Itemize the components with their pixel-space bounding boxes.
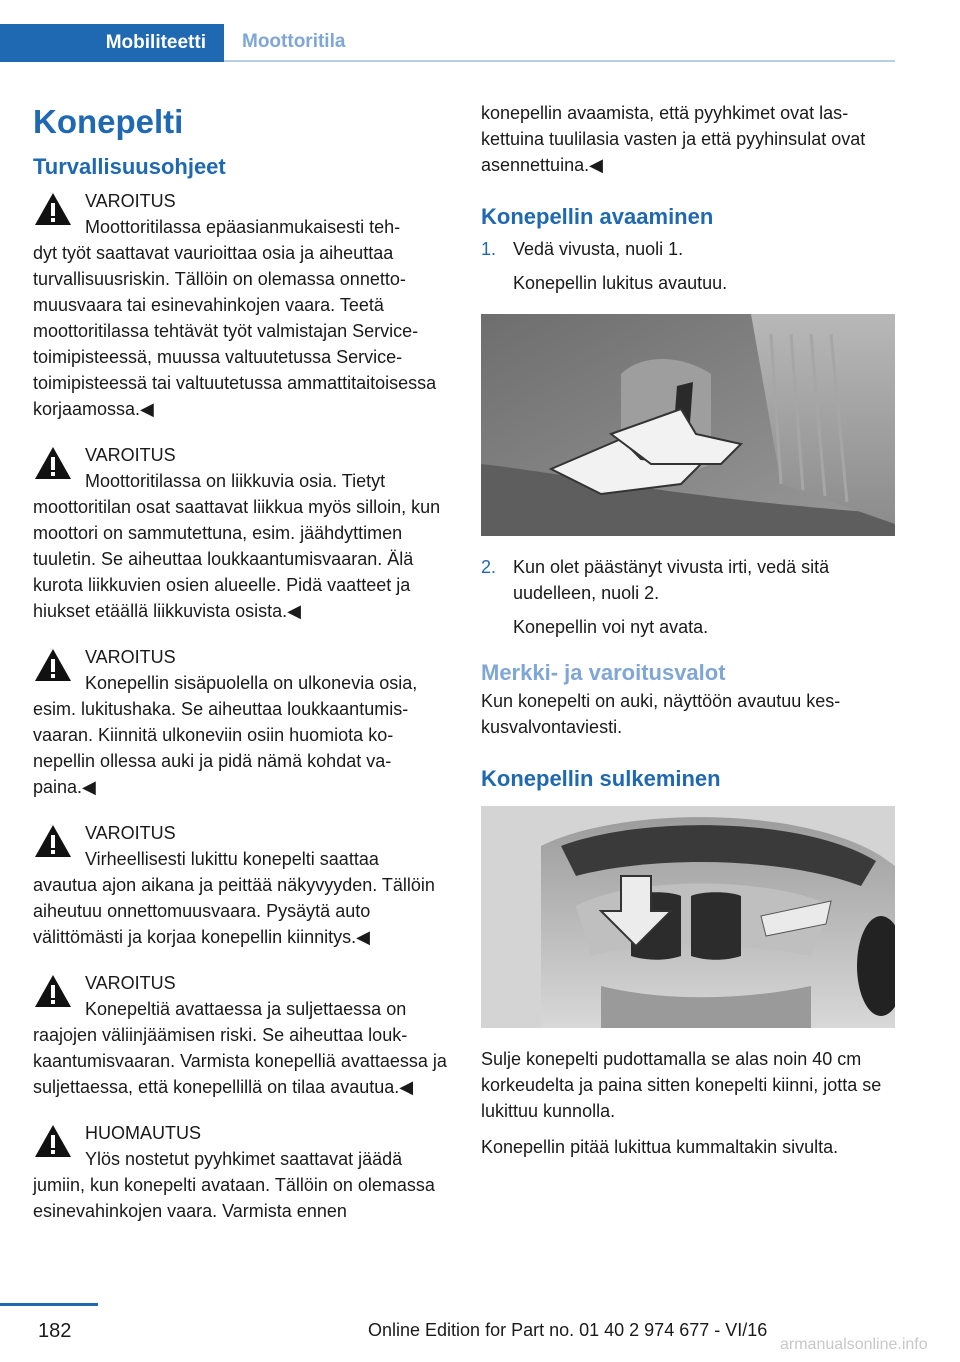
warning-triangle-icon [33,191,73,227]
tab-moottoritila[interactable]: Moottoritila [224,24,895,62]
indicators-text: Kun konepelti on auki, näyttöön avautuu keskusvalvontaviesti. [481,691,841,737]
footer-rule [0,1303,98,1306]
warning-triangle-icon [33,823,73,859]
warning-continuation: konepellin avaamista, että pyyhkimet ovat laskettuina tuulilasia vasten ja että pyyhinsulat ovat asennettuina.◀ [481,103,866,175]
warning-text-first: Moottoritilassa epäasianmukaisesti teh- [85,217,401,237]
warning-label: VAROITUS [85,973,176,993]
warning-label: VAROITUS [85,191,176,211]
section-tabs [0,24,895,62]
hood-release-lever-photo [481,314,895,536]
warning-text-first: Ylös nostetut pyyhkimet saattavat jäädä [85,1149,403,1169]
warning-block [33,1120,447,1224]
warning-label: HUOMAUTUS [85,1123,201,1143]
warning-text: jumiin, kun konepelti avataan. Tällöin on olemassa esinevahinkojen vaara. Varmista ennen [33,1175,435,1221]
edition-note: Online Edition for Part no. 01 40 2 974 677 - VI/16 [368,1320,768,1340]
warning-triangle-icon [33,647,73,683]
warning-text: moottoritilan osat saattavat liikkua myös silloin, kun moottori on sammutettuna, esim. jäähdyttimen tuuletin. Se aiheuttaa loukkaantumisvaaran. Älä kurota liikkuvien osien alueelle. Pidä vaatteet ja hiukset etäällä liikkuvista osista.◀ [33,497,441,621]
warning-label: VAROITUS [85,647,176,667]
warning-triangle-icon [33,445,73,481]
section-heading-close: Konepellin sulkeminen [481,766,721,791]
warning-triangle-icon [33,973,73,1009]
warning-text: dyt työt saattavat vaurioittaa osia ja aiheuttaa turvallisuusriskin. Tällöin on olemassa onnettomuusvaara tai esinevahinkojen vaara. Teetä moottoritilassa tehtävät työt valmistajan Service-toimipisteessä, muussa valtuutetussa Service-toimipisteessä tai valtuutetussa ammattitaitoisessa korjaamossa.◀ [33,243,437,419]
warning-text-first: Konepeltiä avattaessa ja suljettaessa on [85,999,407,1019]
warning-label: VAROITUS [85,823,176,843]
step-result: Konepellin voi nyt avata. [513,617,709,637]
warning-text-first: Moottoritilassa on liikkuvia osia. Tietyt [85,471,386,491]
watermark: armanualsonline.info [780,1336,928,1353]
left-column [33,100,447,1244]
warning-block [33,188,447,422]
warning-text: esim. lukitushaka. Se aiheuttaa loukkaantumisvaaran. Kiinnitä ulkoneviin osiin huomiota konepellin ollessa auki ja pidä nämä kohdat vapaina.◀ [33,699,409,797]
section-heading-safety: Turvallisuusohjeet [33,154,226,179]
right-column [481,100,895,1160]
warning-text-first: Konepellin sisäpuolella on ulkonevia osia, [85,673,418,693]
warning-text-first: Virheellisesti lukittu konepelti saattaa [85,849,379,869]
step-2 [481,554,895,640]
step-number: 1. [481,239,497,259]
step-text: Vedä vivusta, nuoli 1. [513,239,684,259]
page-number: 182 [38,1320,72,1342]
step-text: Kun olet päästänyt vivusta irti, vedä sitä uudelleen, nuoli 2. [513,557,830,603]
section-heading-open: Konepellin avaaminen [481,204,714,229]
warning-block [33,442,447,624]
page-title: Konepelti [33,103,184,140]
warning-label: VAROITUS [85,445,176,465]
tab-mobiliteetti[interactable]: Mobiliteetti [0,24,224,62]
step-1 [481,236,895,296]
section-heading-indicators: Merkki- ja varoitusvalot [481,660,726,685]
step-number: 2. [481,557,497,577]
warning-block [33,644,447,800]
close-text-2: Konepellin pitää lukittua kummaltakin sivulta. [481,1137,839,1157]
closing-hood-photo [481,806,895,1028]
warning-triangle-icon [33,1123,73,1159]
warning-text: raajojen väliinjäämisen riski. Se aiheuttaa loukkaantumisvaaran. Varmista konepelliä avattaessa ja suljettaessa, että konepellillä on tilaa avautua.◀ [33,1025,447,1097]
close-text-1: Sulje konepelti pudottamalla se alas noin 40 cm korkeudelta ja paina sitten konepelti kiinni, jotta se lukittuu kunnolla. [481,1049,882,1121]
warning-block [33,820,447,950]
warning-block [33,970,447,1100]
step-result: Konepellin lukitus avautuu. [513,273,728,293]
warning-text: avautua ajon aikana ja peittää näkyvyyden. Tällöin aiheutuu onnettomuusvaara. Pysäytä auto välittömästi ja korjaa konepellin kiinnitys.◀ [33,875,435,947]
